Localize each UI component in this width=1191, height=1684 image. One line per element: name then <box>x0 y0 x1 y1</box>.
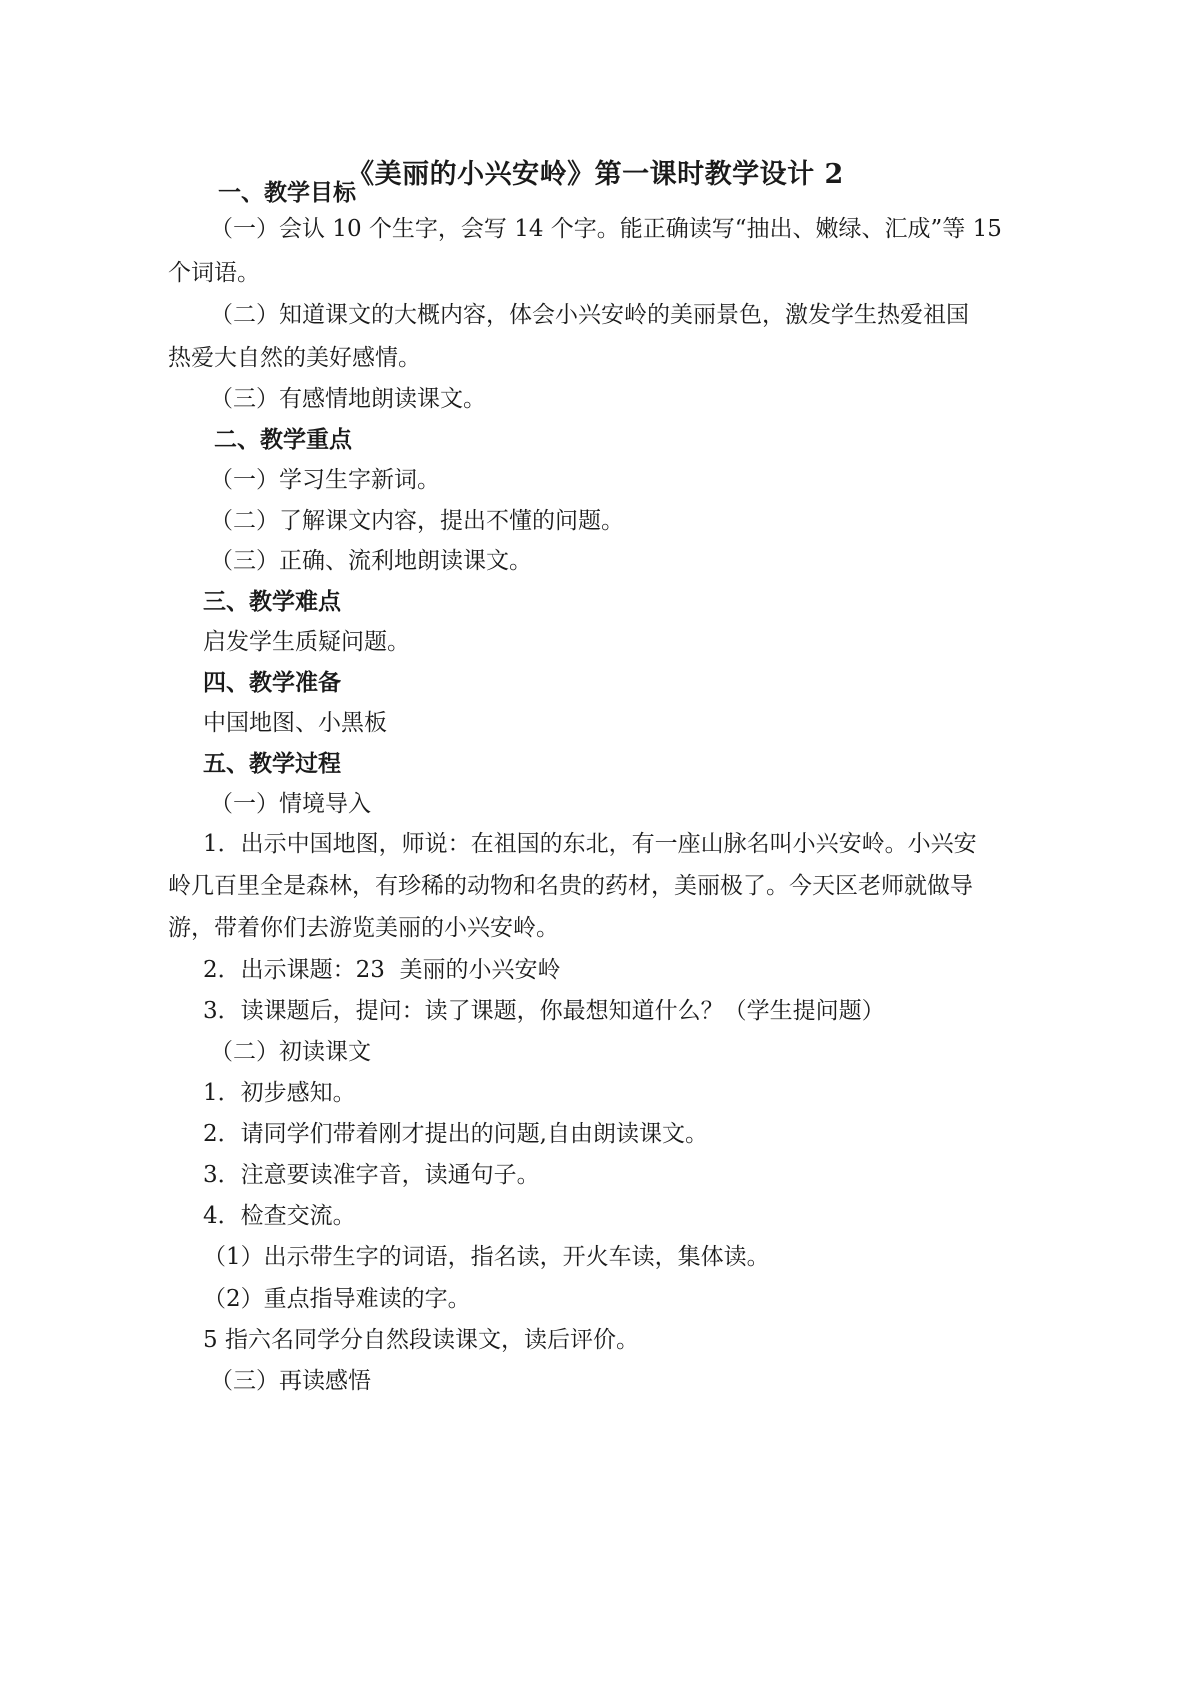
process-step-1-line-3: 游，带着你们去游览美丽的小兴安岭。 <box>168 915 559 941</box>
objectives-heading: 一、教学目标 <box>218 179 356 206</box>
objectives-item-3: （三）有感情地朗读课文。 <box>210 386 486 412</box>
reading-step-3: 3．注意要读准字音，读通句子。 <box>203 1162 540 1188</box>
process-step-1-line-1: 1．出示中国地图，师说：在祖国的东北，有一座山脉名叫小兴安岭。小兴安 <box>203 831 977 857</box>
process-step-2: 2．出示课题：23 美丽的小兴安岭 <box>203 957 561 983</box>
key-points-item-1: （一）学习生字新词。 <box>210 467 440 493</box>
difficulty-heading: 三、教学难点 <box>203 588 341 615</box>
key-points-item-3: （三）正确、流利地朗读课文。 <box>210 548 532 574</box>
process-subheading-2: （二）初读课文 <box>210 1039 371 1065</box>
key-points-item-2: （二）了解课文内容，提出不懂的问题。 <box>210 508 624 534</box>
process-subheading-3: （三）再读感悟 <box>210 1368 371 1394</box>
page-title: 《美丽的小兴安岭》第一课时教学设计 2 <box>347 159 844 190</box>
difficulty-text: 启发学生质疑问题。 <box>203 629 410 655</box>
preparation-text: 中国地图、小黑板 <box>203 710 387 736</box>
objectives-item-2-line-1: （二）知道课文的大概内容，体会小兴安岭的美丽景色，激发学生热爱祖国 <box>210 302 969 328</box>
objectives-item-1-line-2: 个词语。 <box>168 260 260 286</box>
preparation-heading: 四、教学准备 <box>203 669 341 696</box>
reading-step-2: 2．请同学们带着刚才提出的问题,自由朗读课文。 <box>203 1121 708 1147</box>
reading-step-4-sub-1: （1）出示带生字的词语，指名读，开火车读，集体读。 <box>203 1244 770 1270</box>
reading-step-1: 1．初步感知。 <box>203 1080 356 1106</box>
process-step-3: 3．读课题后，提问：读了课题，你最想知道什么？（学生提问题） <box>203 998 885 1024</box>
objectives-item-1-line-1: （一）会认 10 个生字，会写 14 个字。能正确读写“抽出、嫩绿、汇成”等 15 <box>210 216 1002 242</box>
objectives-item-2-line-2: 热爱大自然的美好感情。 <box>168 345 421 371</box>
reading-step-4-sub-2: （2）重点指导难读的字。 <box>203 1286 471 1312</box>
key-points-heading: 二、教学重点 <box>214 426 352 453</box>
process-subheading-1: （一）情境导入 <box>210 791 371 817</box>
process-heading: 五、教学过程 <box>203 750 341 777</box>
reading-step-5: 5 指六名同学分自然段读课文，读后评价。 <box>203 1327 639 1353</box>
reading-step-4: 4．检查交流。 <box>203 1203 356 1229</box>
process-step-1-line-2: 岭几百里全是森林，有珍稀的动物和名贵的药材，美丽极了。今天区老师就做导 <box>168 873 973 899</box>
